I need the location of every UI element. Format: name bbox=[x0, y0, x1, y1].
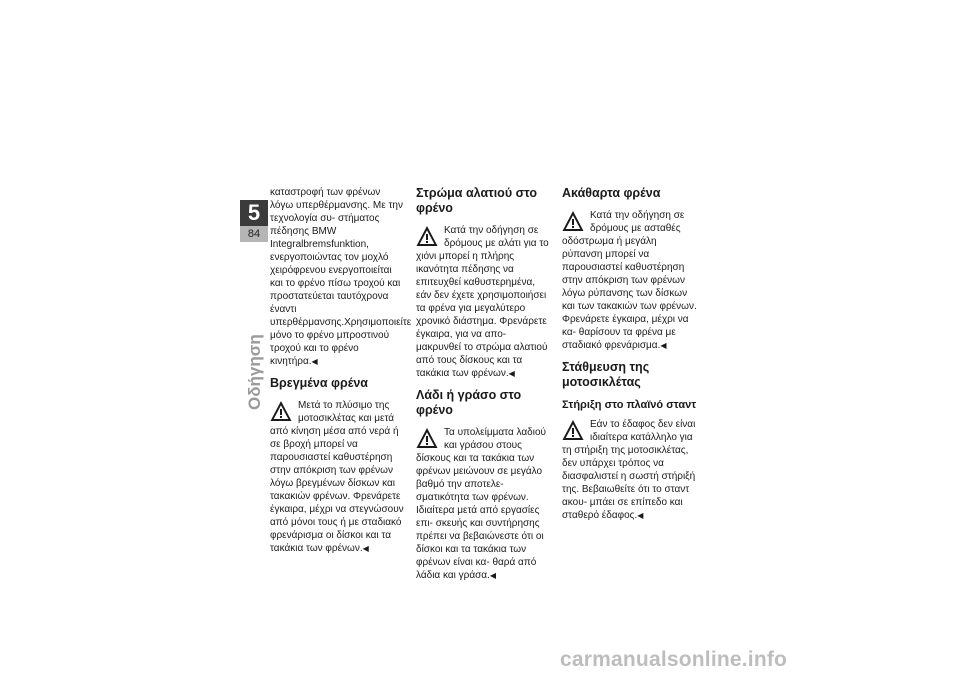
warning-triangle-icon bbox=[416, 225, 438, 247]
section-heading-parking: Στάθμευση της μοτοσικλέτας bbox=[562, 360, 650, 389]
column-3 bbox=[562, 186, 697, 522]
warning-paragraph: Τα υπολείμματα λαδιού και γράσου στους δίσκους και τα τακάκια των φρένων μειώνουν σε μεγάλο βαθμό την αποτελε- σματικότητα των φρένων. Ιδιαίτερα μετά από εργασίες επι- σκευής και συντήρησης πρέπει να βεβαιώνεστε ότι οι δίσκοι και τα τακάκια των φρένων είναι κα- θαρά από λάδια και γράσα.◀ bbox=[416, 427, 546, 581]
section-title: Οδήγηση bbox=[245, 334, 264, 410]
end-arrow-icon: ◀ bbox=[362, 544, 369, 553]
end-arrow-icon: ◀ bbox=[508, 369, 515, 378]
chapter-tab bbox=[240, 200, 268, 242]
section-heading-wet-brakes: Βρεγμένα φρένα bbox=[270, 376, 368, 390]
section-heading-salt: Στρώμα αλατιού στο φρένο bbox=[416, 186, 537, 215]
subheading-side-stand: Στήριξη στο πλαϊνό σταντ bbox=[562, 399, 697, 411]
page-number: 84 bbox=[240, 226, 268, 242]
end-arrow-icon: ◀ bbox=[489, 571, 496, 580]
warning-triangle-icon bbox=[562, 210, 584, 232]
warning-triangle-icon bbox=[270, 400, 292, 422]
warning-paragraph: Μετά το πλύσιμο της μοτοσικλέτας και μετά από κίνηση μέσα από νερά ή σε βροχή μπορεί να παρουσιαστεί καθυστέρηση στην απόκριση των φρένων λόγω βρεγμένων δίσκων και τακακιών φρένων. Φρενάρετε έγκαιρα, μέχρι να στεγνώσουν από μόνοι τους ή με σταδιακό φρενάρισμα οι δίσκοι και τα τακάκια των φρένων.◀ bbox=[270, 400, 404, 554]
warning-triangle-icon bbox=[416, 427, 438, 449]
warning-paragraph: Κατά την οδήγηση σε δρόμους με αλάτι για το χιόνι μπορεί η πλήρης ικανότητα πέδησης να επιτευχθεί καθυστερημένα, εάν δεν έχετε χρησιμοποιήσει τα φρένα για μεγαλύτερο χρονικό διάστημα. Φρενάρετε έγκαιρα, για να απο- μακρυνθεί το στρώμα αλατιού από τους δίσκους και τα τακάκια των φρένων.◀ bbox=[416, 225, 549, 379]
end-arrow-icon: ◀ bbox=[311, 357, 318, 366]
column-1 bbox=[270, 186, 412, 555]
column-2 bbox=[416, 186, 551, 582]
end-arrow-icon: ◀ bbox=[637, 511, 644, 520]
warning-paragraph: Εάν το έδαφος δεν είναι ιδιαίτερα κατάλληλο για τη στήριξη της μοτοσικλέτας, δεν υπάρχει τρόπος να διασφαλιστεί η σωστή στήριξή της. Βεβαιωθείτε ότι το σταντ ακου- μπάει σε επίπεδο και σταθερό έδαφος.◀ bbox=[562, 419, 696, 521]
end-arrow-icon: ◀ bbox=[660, 341, 667, 350]
intro-paragraph: καταστροφή των φρένων λόγω υπερθέρμανσης. Με την τεχνολογία συ- στήματος πέδησης BMW Integralbremsfunktion, ενεργοποιώντας τον μοχλό χειρόφρενου ενεργοποιείται και το φρένο πίσω τροχού και προστατεύεται ταυτόχρονα έναντι υπερθέρμανσης.Χρησιμοποιείτε μόνο το φρένο μπροστινού τροχού και το φρένο κινητήρα.◀ bbox=[270, 187, 412, 367]
watermark: carmanualsonline.info bbox=[560, 648, 788, 671]
warning-triangle-icon bbox=[562, 419, 584, 441]
section-heading-dirty-brakes: Ακάθαρτα φρένα bbox=[562, 186, 661, 200]
warning-paragraph: Κατά την οδήγηση σε δρόμους με ασταθές οδόστρωμα ή μεγάλη ρύπανση μπορεί να παρουσιαστεί καθυστέρηση στην απόκριση των φρένων λόγω ρύπανσης των δίσκων και των τακακιών των φρένων. Φρενάρετε έγκαιρα, μέχρι να κα- θαρίσουν τα φρένα με σταδιακό φρενάρισμα.◀ bbox=[562, 210, 697, 351]
section-heading-oil: Λάδι ή γράσο στο φρένο bbox=[416, 388, 522, 417]
chapter-number: 5 bbox=[240, 200, 268, 226]
